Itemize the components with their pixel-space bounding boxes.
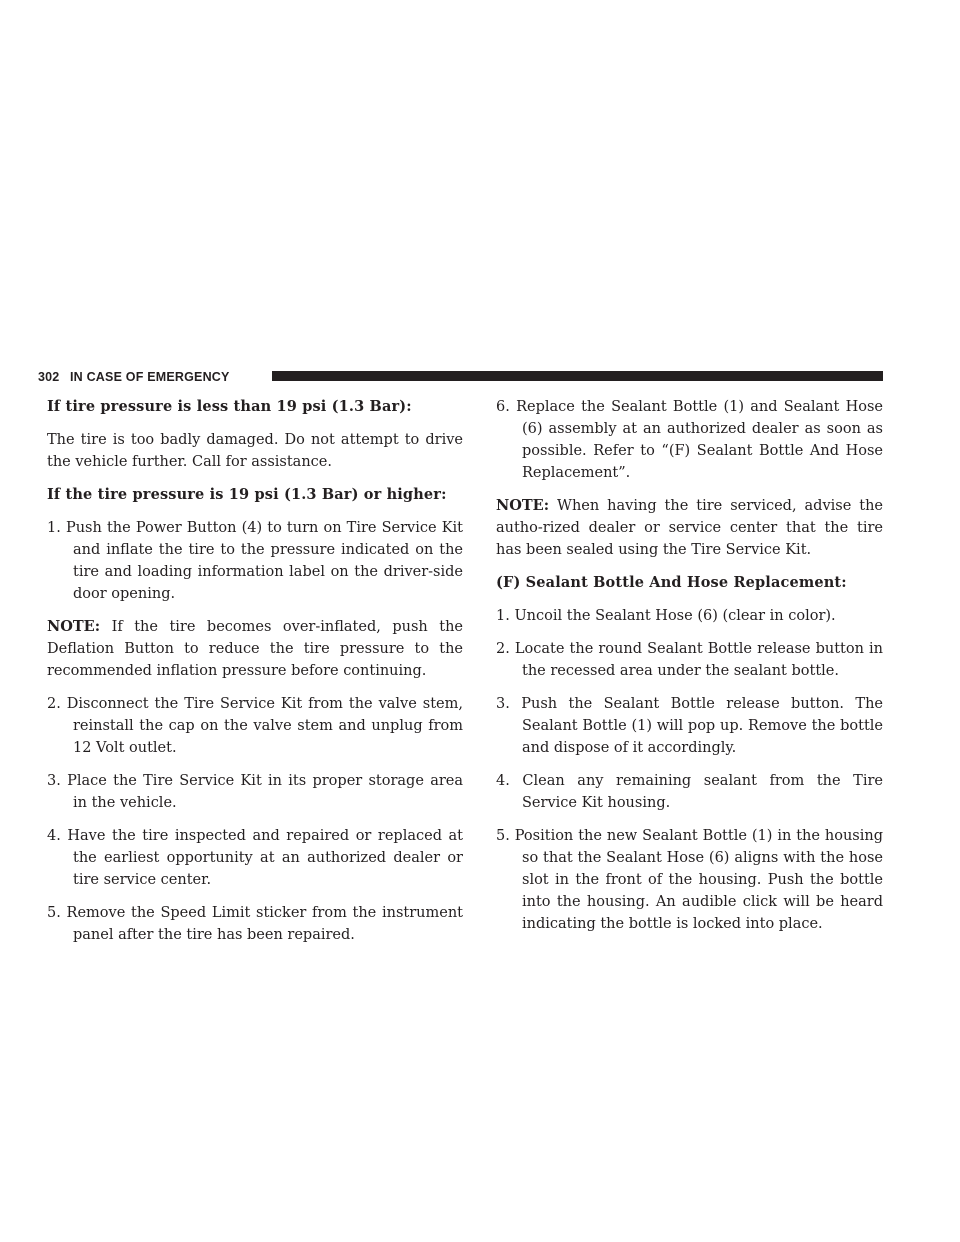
replacement-step-4: 4. Clean any remaining sealant from the Tire Service Kit housing. bbox=[496, 773, 883, 811]
step-5: 5. Remove the Speed Limit sticker from the instrument panel after the tire has been repaired. bbox=[47, 905, 463, 943]
step-3: 3. Place the Tire Service Kit in its proper storage area in the vehicle. bbox=[47, 773, 463, 811]
paragraph-low-pressure: The tire is too badly damaged. Do not attempt to drive the vehicle further. Call for assistance. bbox=[47, 432, 463, 470]
replacement-step-1: 1. Uncoil the Sealant Hose (6) (clear in color). bbox=[496, 608, 836, 624]
step-1: 1. Push the Power Button (4) to turn on Tire Service Kit and inflate the tire to the pressure indicated on the tire and loading information label on the driver-side door opening. bbox=[47, 520, 463, 602]
header-rule bbox=[272, 371, 883, 381]
note-text: If the tire becomes over-inflated, push the Deflation Button to reduce the tire pressure to the recommended inflation pressure before continuing. bbox=[47, 619, 463, 679]
page-number: 302 bbox=[38, 370, 60, 384]
note-deflation bbox=[47, 616, 463, 682]
note-label: NOTE: bbox=[47, 618, 101, 635]
note-label: NOTE: bbox=[496, 497, 550, 514]
note-text: When having the tire serviced, advise the autho-rized dealer or service center that the tire has been sealed using the Tire Service Kit. bbox=[496, 498, 883, 558]
replacement-step-2: 2. Locate the round Sealant Bottle release button in the recessed area under the sealant bottle. bbox=[496, 641, 883, 679]
left-column bbox=[47, 396, 463, 957]
step-6: 6. Replace the Sealant Bottle (1) and Sealant Hose (6) assembly at an authorized dealer as soon as possible. Refer to “(F) Sealant Bottle And Hose Replacement”. bbox=[496, 399, 883, 481]
heading-replacement: (F) Sealant Bottle And Hose Replacement: bbox=[496, 574, 847, 591]
replacement-step-3: 3. Push the Sealant Bottle release button. The Sealant Bottle (1) will pop up. Remove the bottle and dispose of it accordingly. bbox=[496, 696, 883, 756]
step-2: 2. Disconnect the Tire Service Kit from the valve stem, reinstall the cap on the valve stem and unplug from 12 Volt outlet. bbox=[47, 696, 463, 756]
heading-ok-pressure: If the tire pressure is 19 psi (1.3 Bar) or higher: bbox=[47, 486, 447, 503]
right-column bbox=[496, 396, 883, 946]
page-header bbox=[38, 369, 883, 385]
note-serviced bbox=[496, 495, 883, 561]
step-4: 4. Have the tire inspected and repaired or replaced at the earliest opportunity at an authorized dealer or tire service center. bbox=[47, 828, 463, 888]
heading-low-pressure: If tire pressure is less than 19 psi (1.3 Bar): bbox=[47, 398, 412, 415]
replacement-step-5: 5. Position the new Sealant Bottle (1) in the housing so that the Sealant Hose (6) aligns with the hose slot in the front of the housing. Push the bottle into the housing. An audible click will be heard indicating the bottle is locked into place. bbox=[496, 828, 883, 932]
section-title: IN CASE OF EMERGENCY bbox=[70, 370, 230, 384]
